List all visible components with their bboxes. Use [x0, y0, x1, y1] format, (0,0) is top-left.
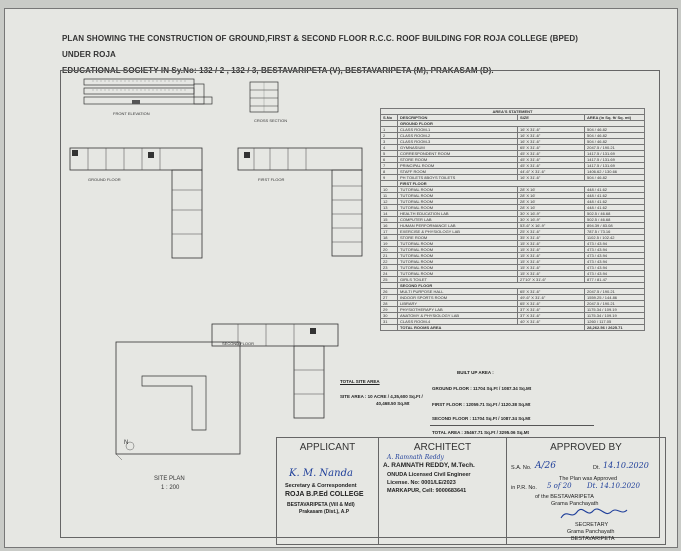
- cell-size: 30' X 16'-9": [518, 211, 585, 217]
- cell-area: 502.5 / 46.68: [585, 211, 645, 217]
- cell-description: STAFF ROOM: [398, 169, 518, 175]
- cell-size: 53'-6" X 16'-9": [518, 223, 585, 229]
- cell-size: 49'-6" X 31'-6": [518, 295, 585, 301]
- cell-size: 15' X 31'-6": [518, 253, 585, 259]
- cell-description: CLASS ROOM-4: [398, 319, 518, 325]
- cell-area: 787.5 / 73.16: [585, 229, 645, 235]
- cross-section-drawing: [248, 80, 282, 116]
- approved-sa-number: A/26: [535, 461, 556, 471]
- cell-sno: 22: [381, 259, 398, 265]
- cell-size: 16' X 31'-6": [518, 175, 585, 181]
- approved-pr-date: Dt. 14.10.2020: [587, 482, 640, 490]
- architect-line-4: MARKAPUR, Cell: 9000683641: [387, 488, 467, 494]
- cell-size: 45' X 31'-6": [518, 151, 585, 157]
- cell-size: 65' X 31'-6": [518, 145, 585, 151]
- cell-description: TUTORIAL ROOM: [398, 205, 518, 211]
- cell-sno: 29: [381, 307, 398, 313]
- cell-description: TUTORIAL ROOM: [398, 193, 518, 199]
- approved-line-2: The Plan was Approved: [559, 476, 618, 482]
- col-header-description: DESCRIPTION: [398, 115, 518, 121]
- cell-description: STORE ROOM: [398, 235, 518, 241]
- cell-area: 1417.5 / 131.69: [585, 151, 645, 157]
- cell-area: 1417.5 / 131.69: [585, 163, 645, 169]
- cell-size: 15' X 31'-6": [518, 241, 585, 247]
- cell-area: 504 / 46.82: [585, 175, 645, 181]
- cell-sno: 21: [381, 253, 398, 259]
- cell-description: CLASS ROOM-3: [398, 139, 518, 145]
- total-site-area-heading: TOTAL SITE AREA: [340, 379, 380, 384]
- cell-size: 15' X 31'-6": [518, 247, 585, 253]
- title-line-2: EDUCATIONAL SOCIETY IN Sy.No: 132 / 2 , 132 / 3, BESTAVARIPETA (V), BESTAVARIPETA (M), PRAKASAM (D).: [62, 66, 494, 75]
- cell-sno: 30: [381, 313, 398, 319]
- col-header-size: SIZE: [518, 115, 585, 121]
- cell-area: 502.5 / 46.68: [585, 217, 645, 223]
- built-up-second: SECOND FLOOR : 11704 Sq.Ft / 1087.34 Sq.Mt: [432, 416, 531, 421]
- cell-size: 35' X 31'-6": [518, 235, 585, 241]
- cell-size: 25' X 31'-6": [518, 229, 585, 235]
- cell-area: 473 / 43.94: [585, 259, 645, 265]
- cell-sno: 8: [381, 169, 398, 175]
- cell-sno: 11: [381, 193, 398, 199]
- approved-dt-label: Dt.: [593, 465, 601, 471]
- cell-sno: 4: [381, 145, 398, 151]
- site-plan-drawing: [114, 340, 264, 466]
- cell-area: 1175.34 / 109.19: [585, 307, 645, 313]
- cell-sno: 13: [381, 205, 398, 211]
- cross-section-label: CROSS SECTION: [254, 118, 288, 123]
- cell-sno: 23: [381, 265, 398, 271]
- cell-area: 1260 / 117.05: [585, 319, 645, 325]
- cell-area: 473 / 43.94: [585, 265, 645, 271]
- approved-dt-value: 14.10.2020: [603, 461, 649, 470]
- approved-heading: APPROVED BY: [550, 442, 622, 453]
- cell-area: 1175.34 / 109.19: [585, 313, 645, 319]
- cell-size: 45' X 31'-6": [518, 163, 585, 169]
- cell-size: 30' X 16'-9": [518, 217, 585, 223]
- cell-sno: 26: [381, 289, 398, 295]
- cell-size: 15' X 31'-6": [518, 259, 585, 265]
- cell-sno: 28: [381, 301, 398, 307]
- col-header-area: AREA (in Sq. ft/ Sq. mt): [585, 115, 645, 121]
- cell-sno: 1: [381, 127, 398, 133]
- applicant-line-2: ROJA B.P.Ed COLLEGE: [285, 491, 364, 498]
- cell-sno: 20: [381, 247, 398, 253]
- cell-sno: 7: [381, 163, 398, 169]
- cell-sno: 14: [381, 211, 398, 217]
- cell-description: TUTORIAL ROOM: [398, 259, 518, 265]
- approved-line-4: of the BESTAVARIPETA: [535, 494, 594, 500]
- total-value: 28,262.56 / 2625.71: [585, 325, 645, 331]
- cell-description: COMPUTER LAB: [398, 217, 518, 223]
- applicant-signature: K. M. Nanda: [289, 468, 353, 479]
- cell-description: HUMAN PERFORMANCE LAB: [398, 223, 518, 229]
- cell-description: GIRLS TOILET: [398, 277, 518, 283]
- cell-area: 1559.25 / 144.86: [585, 295, 645, 301]
- applicant-heading: APPLICANT: [299, 442, 356, 453]
- cell-size: 65' X 31'-6": [518, 301, 585, 307]
- built-up-heading: BUILT UP AREA :: [457, 370, 494, 375]
- cell-area: 448 / 41.62: [585, 187, 645, 193]
- cell-description: TUTORIAL ROOM: [398, 265, 518, 271]
- first-floor-plan: [236, 142, 370, 260]
- signature-block: [276, 437, 666, 545]
- cell-sno: 3: [381, 139, 398, 145]
- applicant-line-4: Prakasam (Dist.), A.P: [299, 509, 350, 515]
- approved-pr-label: in P.R. No.: [511, 485, 537, 491]
- cell-size: 28' X 16': [518, 205, 585, 211]
- cell-description: TUTORIAL ROOM: [398, 199, 518, 205]
- cell-description: CORRESPONDENT ROOM: [398, 151, 518, 157]
- cell-area: 473 / 43.94: [585, 253, 645, 259]
- area-statement-title: AREA'S STATEMENT: [381, 109, 645, 115]
- approved-line-8: BESTAVARIPETA: [571, 536, 615, 542]
- cell-sno: 31: [381, 319, 398, 325]
- cell-area: 504 / 46.82: [585, 127, 645, 133]
- cell-description: PRINCIPAL ROOM: [398, 163, 518, 169]
- cell-description: TUTORIAL ROOM: [398, 253, 518, 259]
- cell-description: GYMNASIUM: [398, 145, 518, 151]
- approved-line-7: Grama Panchayath: [567, 529, 615, 535]
- architect-signature: A. Ramnath Reddy: [387, 454, 444, 461]
- cell-size: 37' X 31'-6": [518, 313, 585, 319]
- cell-size: 28' X 16': [518, 199, 585, 205]
- cell-area: 2047.5 / 190.21: [585, 289, 645, 295]
- cell-description: PHYSIOTHERAPY LAB: [398, 307, 518, 313]
- title-line-1: PLAN SHOWING THE CONSTRUCTION OF GROUND,FIRST & SECOND FLOOR R.C.C. ROOF BUILDING FOR ROJA COLLEGE (BPED) UNDER ROJA: [62, 34, 578, 59]
- cell-description: TUTORIAL ROOM: [398, 271, 518, 277]
- col-header-sno: S.No: [381, 115, 398, 121]
- approved-column: [507, 438, 665, 544]
- cell-size: 16' X 31'-6": [518, 139, 585, 145]
- applicant-line-1: Secretary & Correspondent: [285, 483, 357, 489]
- cell-description: ANATOMY & PHYSIOLOGY LAB: [398, 313, 518, 319]
- cell-sno: 2: [381, 133, 398, 139]
- cell-size: 15' X 31'-6": [518, 265, 585, 271]
- cell-area: 2047.5 / 190.21: [585, 145, 645, 151]
- cell-area: 1417.5 / 131.69: [585, 157, 645, 163]
- cell-area: 473 / 43.94: [585, 247, 645, 253]
- approved-line-5: Grama Panchayath: [551, 501, 599, 507]
- cell-sno: 5: [381, 151, 398, 157]
- built-up-divider: [430, 425, 594, 426]
- cell-description: MULTI PURPOSE HALL: [398, 289, 518, 295]
- cell-sno: 15: [381, 217, 398, 223]
- cell-area: 2047.5 / 190.21: [585, 301, 645, 307]
- cell-description: LIBRARY: [398, 301, 518, 307]
- cell-description: PH TOILETS 8BOYS TOILETS: [398, 175, 518, 181]
- first-floor-label: FIRST FLOOR: [258, 177, 285, 182]
- cell-sno: 19: [381, 241, 398, 247]
- architect-line-2: ONUDA Licensed Civil Engineer: [387, 472, 471, 478]
- cell-area: 504 / 46.82: [585, 133, 645, 139]
- front-elevation-drawing: [82, 76, 214, 110]
- cell-size: 28' X 16': [518, 193, 585, 199]
- approved-pr-number: 5 of 20: [547, 482, 572, 490]
- cell-description: CLASS ROOM-2: [398, 133, 518, 139]
- cell-sno: 6: [381, 157, 398, 163]
- cell-sno: 16: [381, 223, 398, 229]
- section-name: SECOND FLOOR: [398, 283, 645, 289]
- cell-size: 27'10" X 31'-6": [518, 277, 585, 283]
- cell-area: 473 / 43.94: [585, 241, 645, 247]
- cell-description: CLASS ROOM-1: [398, 127, 518, 133]
- cell-sno: 10: [381, 187, 398, 193]
- cell-area: 473 / 43.94: [585, 271, 645, 277]
- cell-size: 37' X 31'-6": [518, 307, 585, 313]
- built-up-total: TOTAL AREA : 35467.71 Sq.Ft / 3295.06 Sq.Mt: [432, 430, 529, 435]
- cell-sno: 24: [381, 271, 398, 277]
- ground-floor-label: GROUND FLOOR: [88, 177, 121, 182]
- section-name: GROUND FLOOR: [398, 121, 645, 127]
- architect-heading: ARCHITECT: [413, 442, 472, 453]
- cell-description: TUTORIAL ROOM: [398, 241, 518, 247]
- cell-sno: 27: [381, 295, 398, 301]
- cell-area: 448 / 41.62: [585, 205, 645, 211]
- cell-sno: 18: [381, 235, 398, 241]
- cell-sno: 9: [381, 175, 398, 181]
- cell-area: 1102.5 / 102.42: [585, 235, 645, 241]
- cell-area: 504 / 46.82: [585, 139, 645, 145]
- cell-size: 65' X 31'-6": [518, 289, 585, 295]
- applicant-line-3: BESTAVARIPETA (Vill & Mdl): [287, 502, 355, 508]
- cell-size: 28' X 16': [518, 187, 585, 193]
- cell-area: 877 / 81.47: [585, 277, 645, 283]
- cell-area: 448 / 41.62: [585, 193, 645, 199]
- built-up-first: FIRST FLOOR : 12059.71 Sq.Ft / 1120.38 Sq.Mt: [432, 402, 531, 407]
- cell-description: INDOOR SPORTS ROOM: [398, 295, 518, 301]
- cell-description: EXERCISE & PHYSIOLOGY LAB: [398, 229, 518, 235]
- cell-size: 15' X 31'-6": [518, 271, 585, 277]
- total-row: [381, 325, 645, 331]
- cell-area: 894.39 / 83.08: [585, 223, 645, 229]
- total-label: TOTAL ROOMS AREA: [398, 325, 585, 331]
- secretary-signature: [559, 506, 629, 522]
- architect-line-1: A. RAMNATH REDDY, M.Tech.: [383, 462, 475, 469]
- cell-size: 45' X 31'-6": [518, 157, 585, 163]
- cell-sno: 17: [381, 229, 398, 235]
- cell-description: HEALTH EDUCATION LAB: [398, 211, 518, 217]
- site-plan-scale: 1 : 200: [161, 485, 180, 491]
- cell-area: 448 / 41.62: [585, 199, 645, 205]
- area-statement-table: [380, 108, 645, 331]
- applicant-column: [277, 438, 379, 544]
- cell-sno: 25: [381, 277, 398, 283]
- cell-sno: 12: [381, 199, 398, 205]
- site-area-line-2: 40,468.50 Sq.Mt: [376, 401, 410, 406]
- second-floor-label: SECOND FLOOR: [222, 341, 255, 346]
- approved-line-6: SECRETARY: [575, 522, 609, 528]
- site-plan-label: SITE PLAN: [154, 476, 185, 482]
- cell-description: STORE ROOM: [398, 157, 518, 163]
- north-symbol: N: [124, 440, 129, 446]
- ground-floor-plan: [68, 142, 208, 262]
- cell-size: 44'-6" X 31'-6": [518, 169, 585, 175]
- cell-size: 40' X 31'-6": [518, 319, 585, 325]
- cell-description: TUTORIAL ROOM: [398, 187, 518, 193]
- built-up-ground: GROUND FLOOR : 11704 Sq.Ft / 1087.34 Sq.Mt: [432, 386, 532, 391]
- cell-description: TUTORIAL ROOM: [398, 247, 518, 253]
- cell-size: 16' X 31'-6": [518, 133, 585, 139]
- architect-column: [379, 438, 507, 544]
- total-spacer: [381, 325, 398, 331]
- approved-sa-label: S.A. No.: [511, 465, 532, 471]
- section-name: FIRST FLOOR: [398, 181, 645, 187]
- site-area-line-1: SITE AREA : 10 ACRE / 4,35,600 Sq.Ft /: [340, 394, 423, 399]
- cell-area: 1406.62 / 130.66: [585, 169, 645, 175]
- architect-line-3: License. No: 0001/LE/2023: [387, 480, 456, 486]
- front-elevation-label: FRONT ELEVATION: [113, 111, 150, 116]
- cell-size: 16' X 31'-6": [518, 127, 585, 133]
